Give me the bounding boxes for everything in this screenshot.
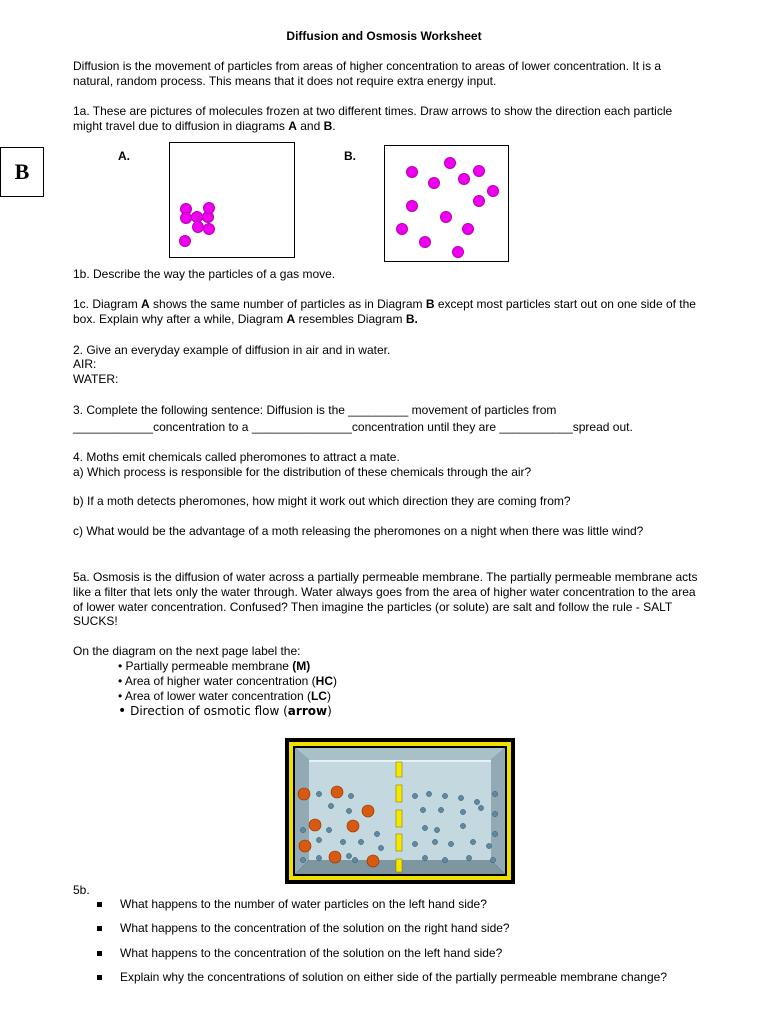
q5b-item-2: What happens to the concentration of the solution on the right hand side? <box>97 921 510 936</box>
particle <box>444 157 456 169</box>
diagram-a-label: A. <box>118 149 130 163</box>
particle <box>473 165 485 177</box>
q4a: a) Which process is responsible for the distribution of these chemicals through the air? <box>73 465 532 479</box>
particle <box>473 195 485 207</box>
label-item-membrane: • Partially permeable membrane (M) <box>118 659 311 673</box>
diagram-b-box <box>384 145 509 262</box>
particle <box>406 200 418 212</box>
particle <box>396 223 408 235</box>
q1b: 1b. Describe the way the particles of a gas move. <box>73 267 336 281</box>
label-item-arrow: • Direction of osmotic flow (arrow) <box>118 703 332 719</box>
particle <box>428 177 440 189</box>
q5a-line-3: of lower water concentration. Confused? Then imagine the particles (or solute) are salt and follow the rule - SALT <box>73 600 673 614</box>
q4b: b) If a moth detects pheromones, how might it work out which direction they are coming from? <box>73 494 571 508</box>
particle <box>452 246 464 258</box>
particle <box>203 202 215 214</box>
particle <box>440 211 452 223</box>
q4c: c) What would be the advantage of a moth releasing the pheromones on a night when there was little wind? <box>73 524 644 538</box>
diagram-a-box <box>169 142 295 258</box>
worksheet-title: Diffusion and Osmosis Worksheet <box>286 29 482 43</box>
q5b-label: 5b. <box>73 883 90 897</box>
q3-line-2: ____________concentration to a _______________concentration until they are ___________spread out. <box>73 420 633 434</box>
label-item-hc: • Area of higher water concentration (HC) <box>118 674 337 688</box>
q5a-line-1: 5a. Osmosis is the diffusion of water across a partially permeable membrane. The partially permeable membrane acts <box>73 570 698 584</box>
particle <box>487 185 499 197</box>
intro-line-1: Diffusion is the movement of particles from areas of higher concentration to areas of lower concentration. It is a <box>73 59 662 73</box>
q5b-item-1: What happens to the number of water particles on the left hand side? <box>97 897 487 912</box>
particle <box>462 223 474 235</box>
q5b-item-3: What happens to the concentration of the solution on the left hand side? <box>97 946 502 961</box>
q2-air: AIR: <box>73 357 97 371</box>
particle <box>203 223 215 235</box>
label-intro: On the diagram on the next page label the: <box>73 644 301 658</box>
q4-line-1: 4. Moths emit chemicals called pheromones to attract a mate. <box>73 450 400 464</box>
q5a-line-4: SUCKS! <box>73 614 118 628</box>
q1c-line-2: box. Explain why after a while, Diagram A resembles Diagram B. <box>73 312 418 326</box>
q5b-item-4: Explain why the concentrations of solution on either side of the partially permeable membrane change? <box>97 970 667 985</box>
q3-line-1: 3. Complete the following sentence: Diffusion is the _________ movement of particles from <box>73 403 557 417</box>
q2-line-1: 2. Give an everyday example of diffusion in air and in water. <box>73 343 391 357</box>
q1c-line-1: 1c. Diagram A shows the same number of particles as in Diagram B except most particles start out on one side of the <box>73 297 696 311</box>
label-item-lc: • Area of lower water concentration (LC) <box>118 689 331 703</box>
q1a-line-1: 1a. These are pictures of molecules frozen at two different times. Draw arrows to show the direction each particle <box>73 104 673 118</box>
q2-water: WATER: <box>73 372 119 386</box>
intro-line-2: natural, random process. This means that it does not require extra energy input. <box>73 74 497 88</box>
particle <box>406 166 418 178</box>
osmosis-tank-diagram <box>285 738 515 884</box>
diagram-b-label: B. <box>344 149 356 163</box>
grade-mark: B <box>0 147 44 197</box>
q1a-line-2: might travel due to diffusion in diagrams A and B. <box>73 119 336 133</box>
particle <box>458 173 470 185</box>
q5a-line-2: like a filter that lets only the water through. Water always goes from the area of higher water concentration to the area <box>73 585 696 599</box>
particle <box>419 236 431 248</box>
particle <box>179 235 191 247</box>
